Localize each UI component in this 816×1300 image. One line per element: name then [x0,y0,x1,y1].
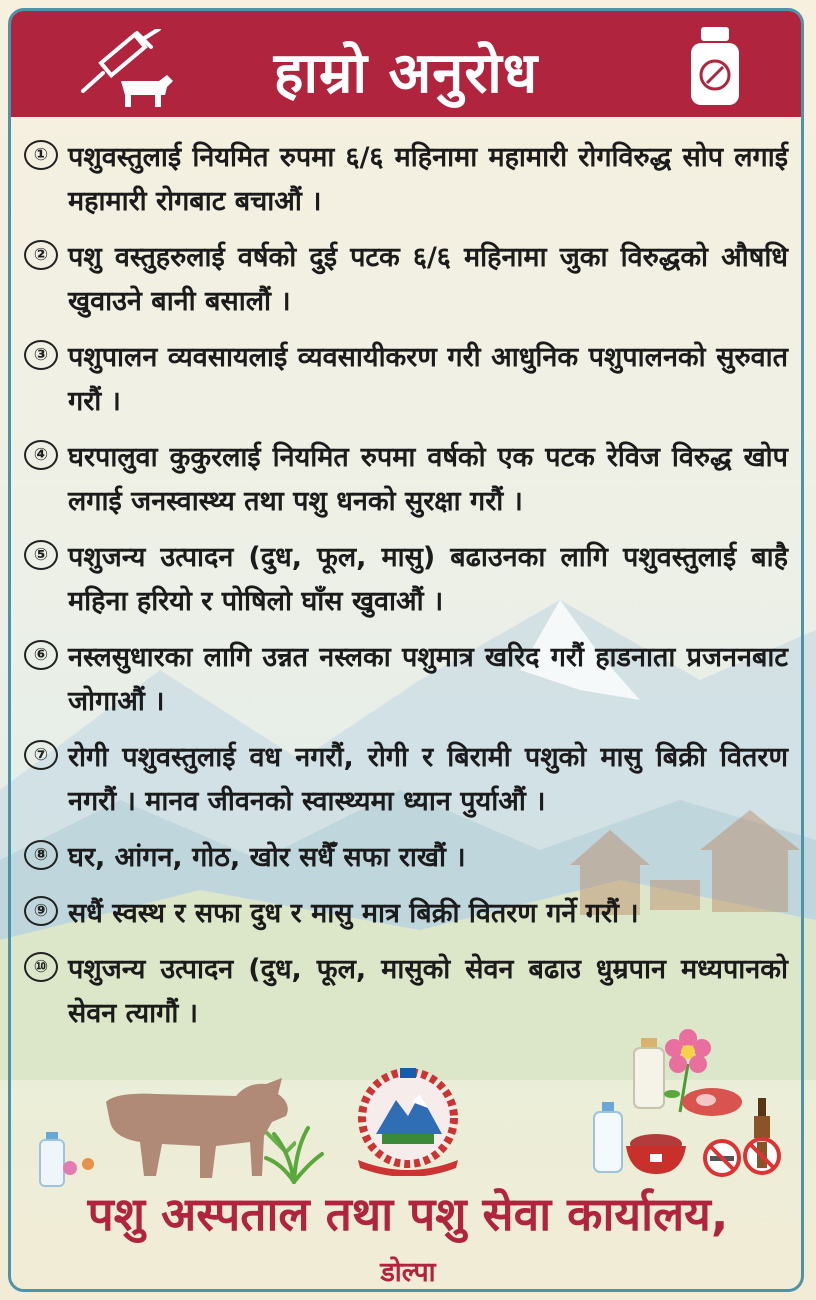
meat-bowl-icon [624,1130,688,1176]
item-text: पशुजन्य उत्पादन (दुध, फूल, मासुको सेवन बढाउ धुम्रपान मध्यपानको सेवन त्यागौं । [68,954,788,1029]
item-text: घर, आंगन, गोठ, खोर सधैँ सफा राखौं । [68,842,466,873]
meat-icon [680,1082,744,1118]
item-text: रोगी पशुवस्तुलाई वध नगरौं, रोगी र बिरामी पशुको मासु बिक्री वितरण नगरौं । मानव जीवनको स्वास्थ्यमा ध्यान पुर्याऔं । [68,742,788,817]
item-number: ② [24,240,58,270]
no-smoking-icon [702,1138,742,1178]
header-banner [11,11,801,117]
milk-bottle-icon [632,1038,666,1110]
medicine-bottle-icon [683,25,747,109]
item-number: ⑩ [24,952,58,982]
list-item [24,336,788,424]
request-list [24,136,788,1048]
item-number: ⑦ [24,740,58,770]
office-name: पशु अस्पताल तथा पशु सेवा कार्यालय, [87,1187,729,1241]
item-text: पशुपालन व्यवसायलाई व्यवसायीकरण गरी आधुनिक पशुपालनको सुरुवात गरौं । [68,342,788,417]
list-item [24,948,788,1036]
item-number: ⑥ [24,640,58,670]
item-number: ⑨ [24,896,58,926]
item-text: पशु वस्तुहरुलाई वर्षको दुई पटक ६/६ महिनामा जुका विरुद्धको औषधि खुवाउने बानी बसालौं । [68,242,788,317]
grass-icon [262,1124,326,1184]
item-number: ⑧ [24,840,58,870]
list-item [24,636,788,724]
item-text: नस्लसुधारका लागि उन्नत नस्लका पशुमात्र खरिद गरौं हाडनाता प्रजननबाट जोगाऔं । [68,642,788,717]
item-number: ⑤ [24,540,58,570]
item-number: ① [24,140,58,170]
milk-bottle-icon [592,1102,624,1174]
item-text: पशुवस्तुलाई नियमित रुपमा ६/६ महिनामा महामारी रोगविरुद्ध सोप लगाई महामारी रोगबाट बचाऔं । [68,142,788,217]
no-alcohol-icon [742,1098,782,1178]
district-name: डोल्पा [380,1257,436,1288]
emblem-icon [346,1064,470,1176]
item-number: ④ [24,440,58,470]
list-item [24,836,788,880]
list-item [24,892,788,936]
list-item [24,536,788,624]
item-text: घरपालुवा कुकुरलाई नियमित रुपमा वर्षको एक पटक रेविज विरुद्ध खोप लगाई जनस्वास्थ्य तथा पशु धनको सुरक्षा गरौं । [68,442,788,517]
item-text: पशुजन्य उत्पादन (दुध, फूल, मासु) बढाउनका लागि पशुवस्तुलाई बाहै महिना हरियो र पोषिलो घाँस खुवाऔं । [68,542,788,617]
page-title: हाम्रो अनुरोध [273,41,539,106]
list-item [24,736,788,824]
list-item [24,136,788,224]
item-text: सधैं स्वस्थ र सफा दुध र मासु मात्र बिक्री वितरण गर्ने गरौं । [68,898,639,929]
list-item [24,236,788,324]
list-item [24,436,788,524]
item-number: ③ [24,340,58,370]
